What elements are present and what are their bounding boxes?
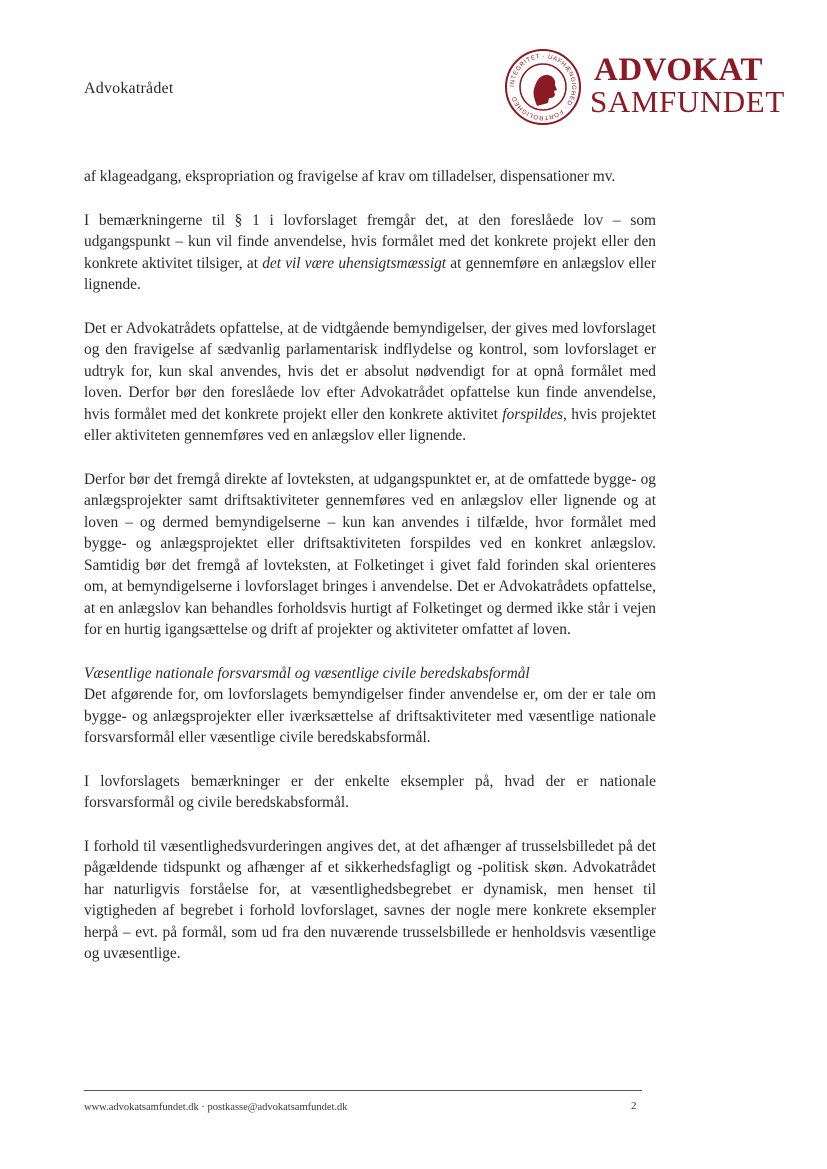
logo-line-1: ADVOKAT <box>594 52 764 88</box>
paragraph <box>84 836 656 965</box>
seal-icon <box>504 48 582 126</box>
paragraph-text: Det er Advokatrådets opfattelse, at de vidtgående bemyndigelser, der gives med lovforslaget og den fravigelse af sædvanlig parlamentarisk indflydelse og kontrol, som lovforslaget er udtryk for, kun skal anvendes, hvis det er absolut nødvendigt for at opnå formålet med loven. Derfor bør den foreslåede lov efter Advokatrådet opfattelse kun finde anvendelse, hvis formålet med det konkrete projekt eller den konkrete aktivitet <box>84 319 656 423</box>
paragraph <box>84 166 656 188</box>
emphasis-text: det vil være uhensigtsmæssigt <box>262 254 447 272</box>
logo-line-2: SAMFUNDET <box>590 84 785 119</box>
paragraph <box>84 771 656 814</box>
paragraph-text: Derfor bør det fremgå direkte af lovteksten, at udgangspunktet er, at de omfattede bygge- og anlægsprojekter samt driftsaktiviteter gennemføres ved en anlægslov eller lignende og at loven – og dermed bemyndigelserne – kun kan anvendes i tilfælde, hvor formålet med bygge- og anlægsprojektet eller driftsaktiviteten forspildes ved en konkret anlægslov. Samtidig bør det fremgå af lovteksten, at Folketinget i givet fald forinden skal orienteres om, at bemyndigelserne i lovforslaget bringes i anvendelse. Det er Advokatrådets opfattelse, at en anlægslov kan behandles forholdsvis hurtigt af Folketinget og dermed ikke står i vejen for en hurtig igangsættelse og drift af projekter og aktiviteter omfattet af loven. <box>84 470 656 638</box>
footer-divider <box>84 1090 642 1091</box>
paragraph-text: Det afgørende for, om lovforslagets bemyndigelser finder anvendelse er, om der er tale om bygge- og anlægsprojekter eller iværksættelse af driftsaktiviteter med væsentlige nationale forsvarsformål eller væsentlige civile beredskabsformål. <box>84 686 656 746</box>
section <box>84 663 656 749</box>
page-number: 2 <box>631 1100 637 1112</box>
section-heading: Væsentlige nationale forsvarsmål og væsentlige civile beredskabsformål <box>84 664 530 682</box>
paragraph-text: I lovforslagets bemærkninger er der enkelte eksempler på, hvad der er nationale forsvarsformål og civile beredskabsformål. <box>84 772 656 811</box>
emphasis-text: forspildes <box>502 405 564 423</box>
paragraph-text: I forhold til væsentlighedsvurderingen angives det, at det afhænger af trusselsbilledet på det pågældende tidspunkt og afhænger af et sikkerhedsfagligt og -politisk skøn. Advokatrådet har naturligvis forståelse for, at væsentlighedsbegrebet er dynamisk, men henset til vigtigheden af begrebet i forhold lovforslaget, savnes der nogle mere konkrete eksempler herpå – evt. på formål, som ud fra den nuværende trusselsbillede er henholdsvis væsentlige og uvæsentlige. <box>84 837 656 962</box>
paragraph-text: I bemærkningerne til § 1 i lovforslaget fremgår det, at den foreslåede lov – som udgangspunkt – kun vil finde anvendelse, hvis formålet med det konkrete projekt eller den konkrete aktivitet tilsiger, at <box>84 211 656 272</box>
paragraph-text: , hvis projektet eller aktiviteten gennemføres ved en anlægslov eller lignende. <box>84 405 657 444</box>
document-body <box>84 166 656 987</box>
logo <box>504 48 794 132</box>
profile-icon <box>534 75 557 106</box>
header-organization: Advokatrådet <box>84 80 174 97</box>
paragraph-text: af klageadgang, ekspropriation og fravigelse af krav om tilladelser, dispensationer mv. <box>84 168 616 185</box>
paragraph-text: at gennemføre en anlægslov eller lignende. <box>84 254 656 293</box>
paragraph <box>84 210 656 296</box>
paragraph <box>84 318 656 447</box>
footer-contact: www.advokatsamfundet.dk · postkasse@advokatsamfundet.dk <box>84 1102 348 1113</box>
seal-text: INTEGRITET · UAFHÆNGIGHED · FORTROLIGHED <box>508 52 578 122</box>
paragraph <box>84 469 656 641</box>
